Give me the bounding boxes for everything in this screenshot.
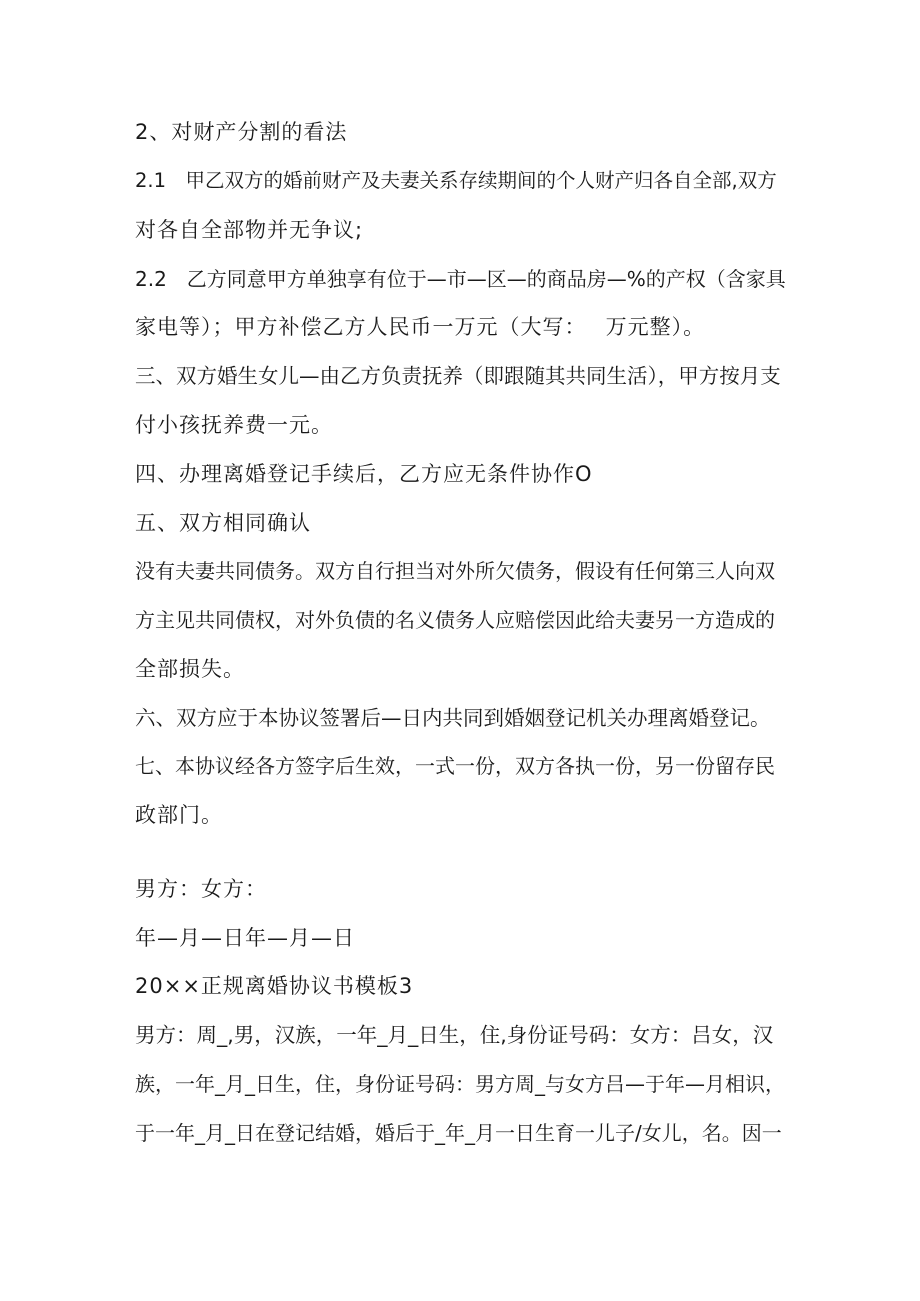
clause-7-line-2: 政部门。 (135, 803, 223, 827)
clause-4: 四、办理离婚登记手续后，乙方应无条件协作O (135, 462, 593, 486)
clause-5-line-3: 全部损失。 (135, 657, 245, 681)
clause-5-line-2: 方主见共同债权，对外负债的名义债务人应赔偿因此给夫妻另一方造成的 (135, 608, 775, 632)
signature-dates: 年—月—日年—月—日 (135, 926, 355, 950)
template-3-title: 20××正规离婚协议书模板3 (135, 974, 414, 998)
template-3-line-3: 于一年_月_日在登记结婚，婚后于_年_月一日生育一儿子/女儿，名。因一 (135, 1121, 782, 1145)
section-heading-property: 2、对财产分割的看法 (135, 120, 348, 144)
signature-parties: 男方：女方： (135, 877, 267, 901)
template-3-line-1: 男方：周_,男，汉族，一年_月_日生，住,身份证号码：女方：吕女，汉 (135, 1023, 774, 1047)
template-3-line-2: 族，一年_月_日生，住，身份证号码：男方周_与女方吕—于年—月相识， (135, 1072, 785, 1096)
clause-6: 六、双方应于本协议签署后—日内共同到婚姻登记机关办理离婚登记。 (135, 706, 771, 730)
clause-2-1-line-1: 2.1 甲乙双方的婚前财产及夫妻关系存续期间的个人财产归各自全部,双方 (135, 169, 777, 192)
clause-2-2-line-2: 家电等）；甲方补偿乙方人民币一万元（大写： 万元整）。 (135, 315, 706, 339)
clause-3-line-1: 三、双方婚生女儿—由乙方负责抚养（即跟随其共同生活），甲方按月支 (135, 364, 781, 388)
clause-7-line-1: 七、本协议经各方签字后生效，一式一份，双方各执一份，另一份留存民 (135, 754, 775, 778)
clause-2-1-line-2: 对各自全部物并无争议; (135, 218, 364, 242)
clause-2-2-line-1: 2.2 乙方同意甲方单独享有位于—市—区—的商品房—%的产权（含家具 (135, 267, 786, 291)
clause-3-line-2: 付小孩抚养费一元。 (135, 413, 333, 437)
clause-5-heading: 五、双方相同确认 (135, 511, 311, 535)
clause-5-line-1: 没有夫妻共同债务。双方自行担当对外所欠债务，假设有任何第三人向双 (135, 559, 775, 583)
